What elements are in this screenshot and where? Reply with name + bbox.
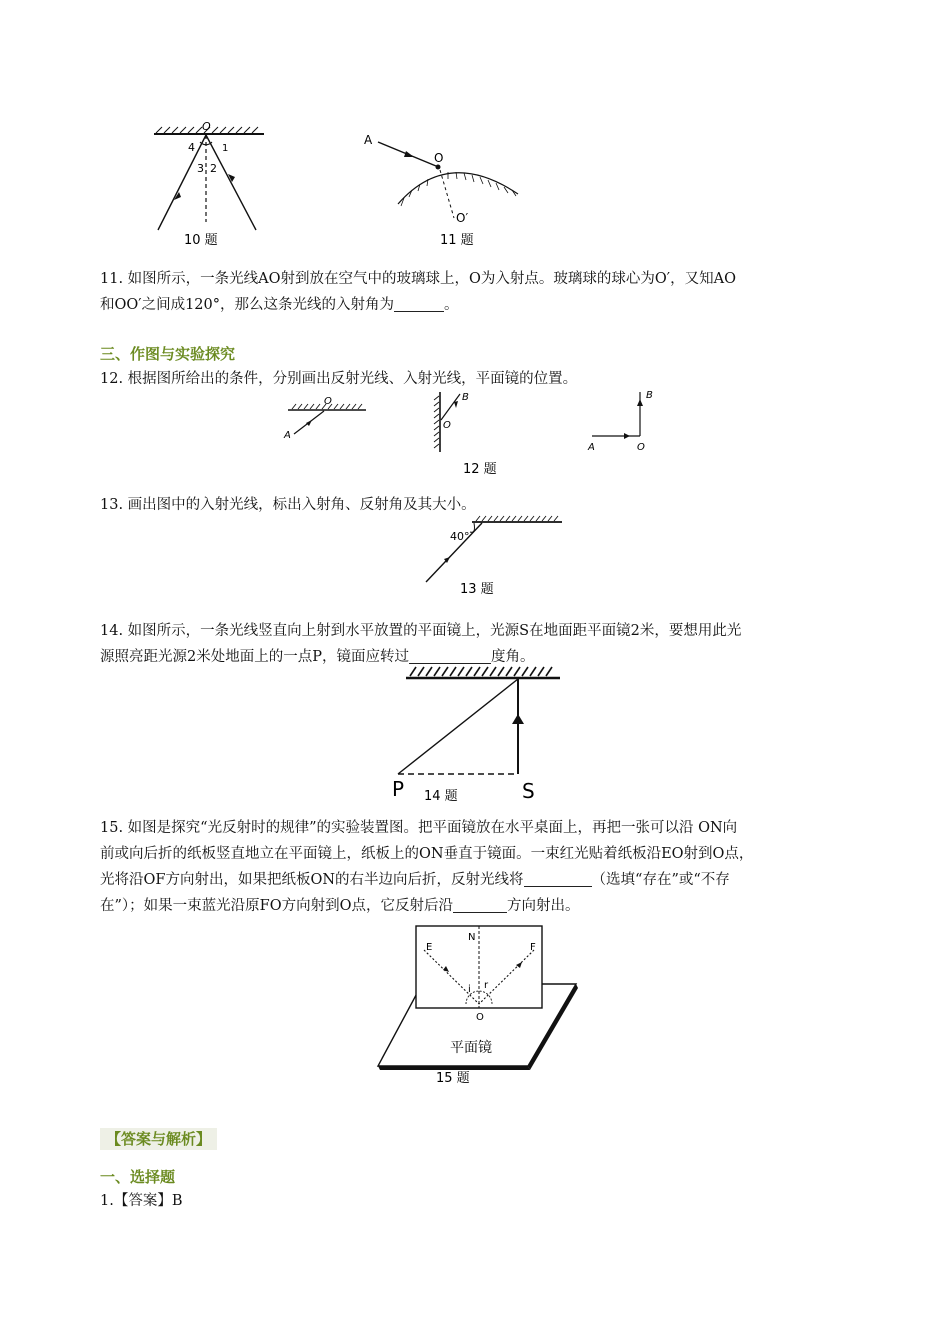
q15-answer-blank-1[interactable] [524,870,592,887]
q15-line-4: 在”）；如果一束蓝光沿原FO方向射到O点，它反射后沿 方向射出。 [100,898,580,914]
fig15-label-n: N [468,932,476,943]
q15-line-1: 15. 如图是探究“光反射时的规律”的实验装置图。把平面镜放在水平桌面上，再把一张可以沿 ON向 [100,820,738,836]
fig14-label-p: P [392,777,405,801]
q11-line-1: 11. 如图所示，一条光线AO射到放在空气中的玻璃球上，O为入射点。玻璃球的球心为O′，又知AO [100,271,736,287]
fig10-label-o: O [202,120,211,133]
figure-15 [370,920,588,1088]
fig14-label-s: S [522,779,535,803]
fig12-caption: 12 题 [463,462,497,477]
fig12-label-b-2: B [462,392,469,403]
fig12-label-a-3: A [588,442,595,453]
fig13-angle-label: 40° [450,530,470,543]
fig12-label-o-3: O [637,442,645,453]
fig15-label-r: r [484,980,489,991]
fig14-caption: 14 题 [424,789,458,804]
fig15-label-i: i [468,984,471,995]
fig12-label-o-2: O [443,420,451,431]
answers-section-1: 一、选择题 [100,1168,176,1186]
q14-answer-blank[interactable] [409,647,491,664]
answer-1: 1.【答案】B [100,1193,183,1209]
fig10-label-1: 1 [222,143,229,154]
answers-title [100,1128,217,1149]
fig15-mirror-label: 平面镜 [450,1040,492,1056]
q15-line-3: 光将沿OF方向射出，如果把纸板ON的右半边向后折，反射光线将 （选填“存在”或“不存 [100,872,730,888]
figure-12 [280,388,670,478]
figure-14 [388,664,568,806]
section-heading-3: 三、作图与实验探究 [100,345,236,363]
fig10-label-3: 3 [197,162,204,175]
fig15-label-o: O [476,1012,484,1023]
figure-11 [358,122,538,252]
question-14 [100,618,860,670]
fig15-label-f: F [530,942,536,953]
question-12: 12. 根据图所给出的条件，分别画出反射光线、入射光线，平面镜的位置。 [100,371,578,387]
fig12-label-b-3: B [646,390,653,401]
q15-answer-blank-2[interactable] [453,896,507,913]
fig10-label-4: 4 [188,141,195,154]
fig11-label-a: A [364,133,373,147]
question-11 [100,266,860,318]
fig11-label-o-prime: O′ [456,211,469,225]
figure-13 [420,512,570,598]
fig11-label-o: O [434,151,444,165]
fig12-label-a-1: A [284,430,291,441]
fig15-caption: 15 题 [436,1071,470,1086]
q14-line-1: 14. 如图所示，一条光线竖直向上射到水平放置的平面镜上，光源S在地面距平面镜2米，要想用此光 [100,623,742,639]
question-15 [100,815,860,919]
q11-line-2: 和OO′之间成120°，那么这条光线的入射角为 。 [100,297,459,313]
fig12-label-o-1: O [324,396,332,407]
q14-line-2: 源照亮距光源2米处地面上的一点P，镜面应转过 度角。 [100,649,535,665]
q15-line-2: 前或向后折的纸板竖直地立在平面镜上，纸板上的ON垂直于镜面。一束红光贴着纸板沿EO射到O点， [100,846,754,862]
fig11-caption: 11 题 [440,233,474,248]
fig13-caption: 13 题 [460,582,494,597]
question-13: 13. 画出图中的入射光线，标出入射角、反射角及其大小。 [100,497,476,513]
answers-title-box: 【答案与解析】 [100,1128,217,1150]
fig10-caption: 10 题 [184,233,218,248]
fig15-label-e: E [426,942,433,953]
figure-10 [140,118,270,253]
q11-answer-blank[interactable] [394,295,444,312]
fig10-label-2: 2 [210,162,217,175]
